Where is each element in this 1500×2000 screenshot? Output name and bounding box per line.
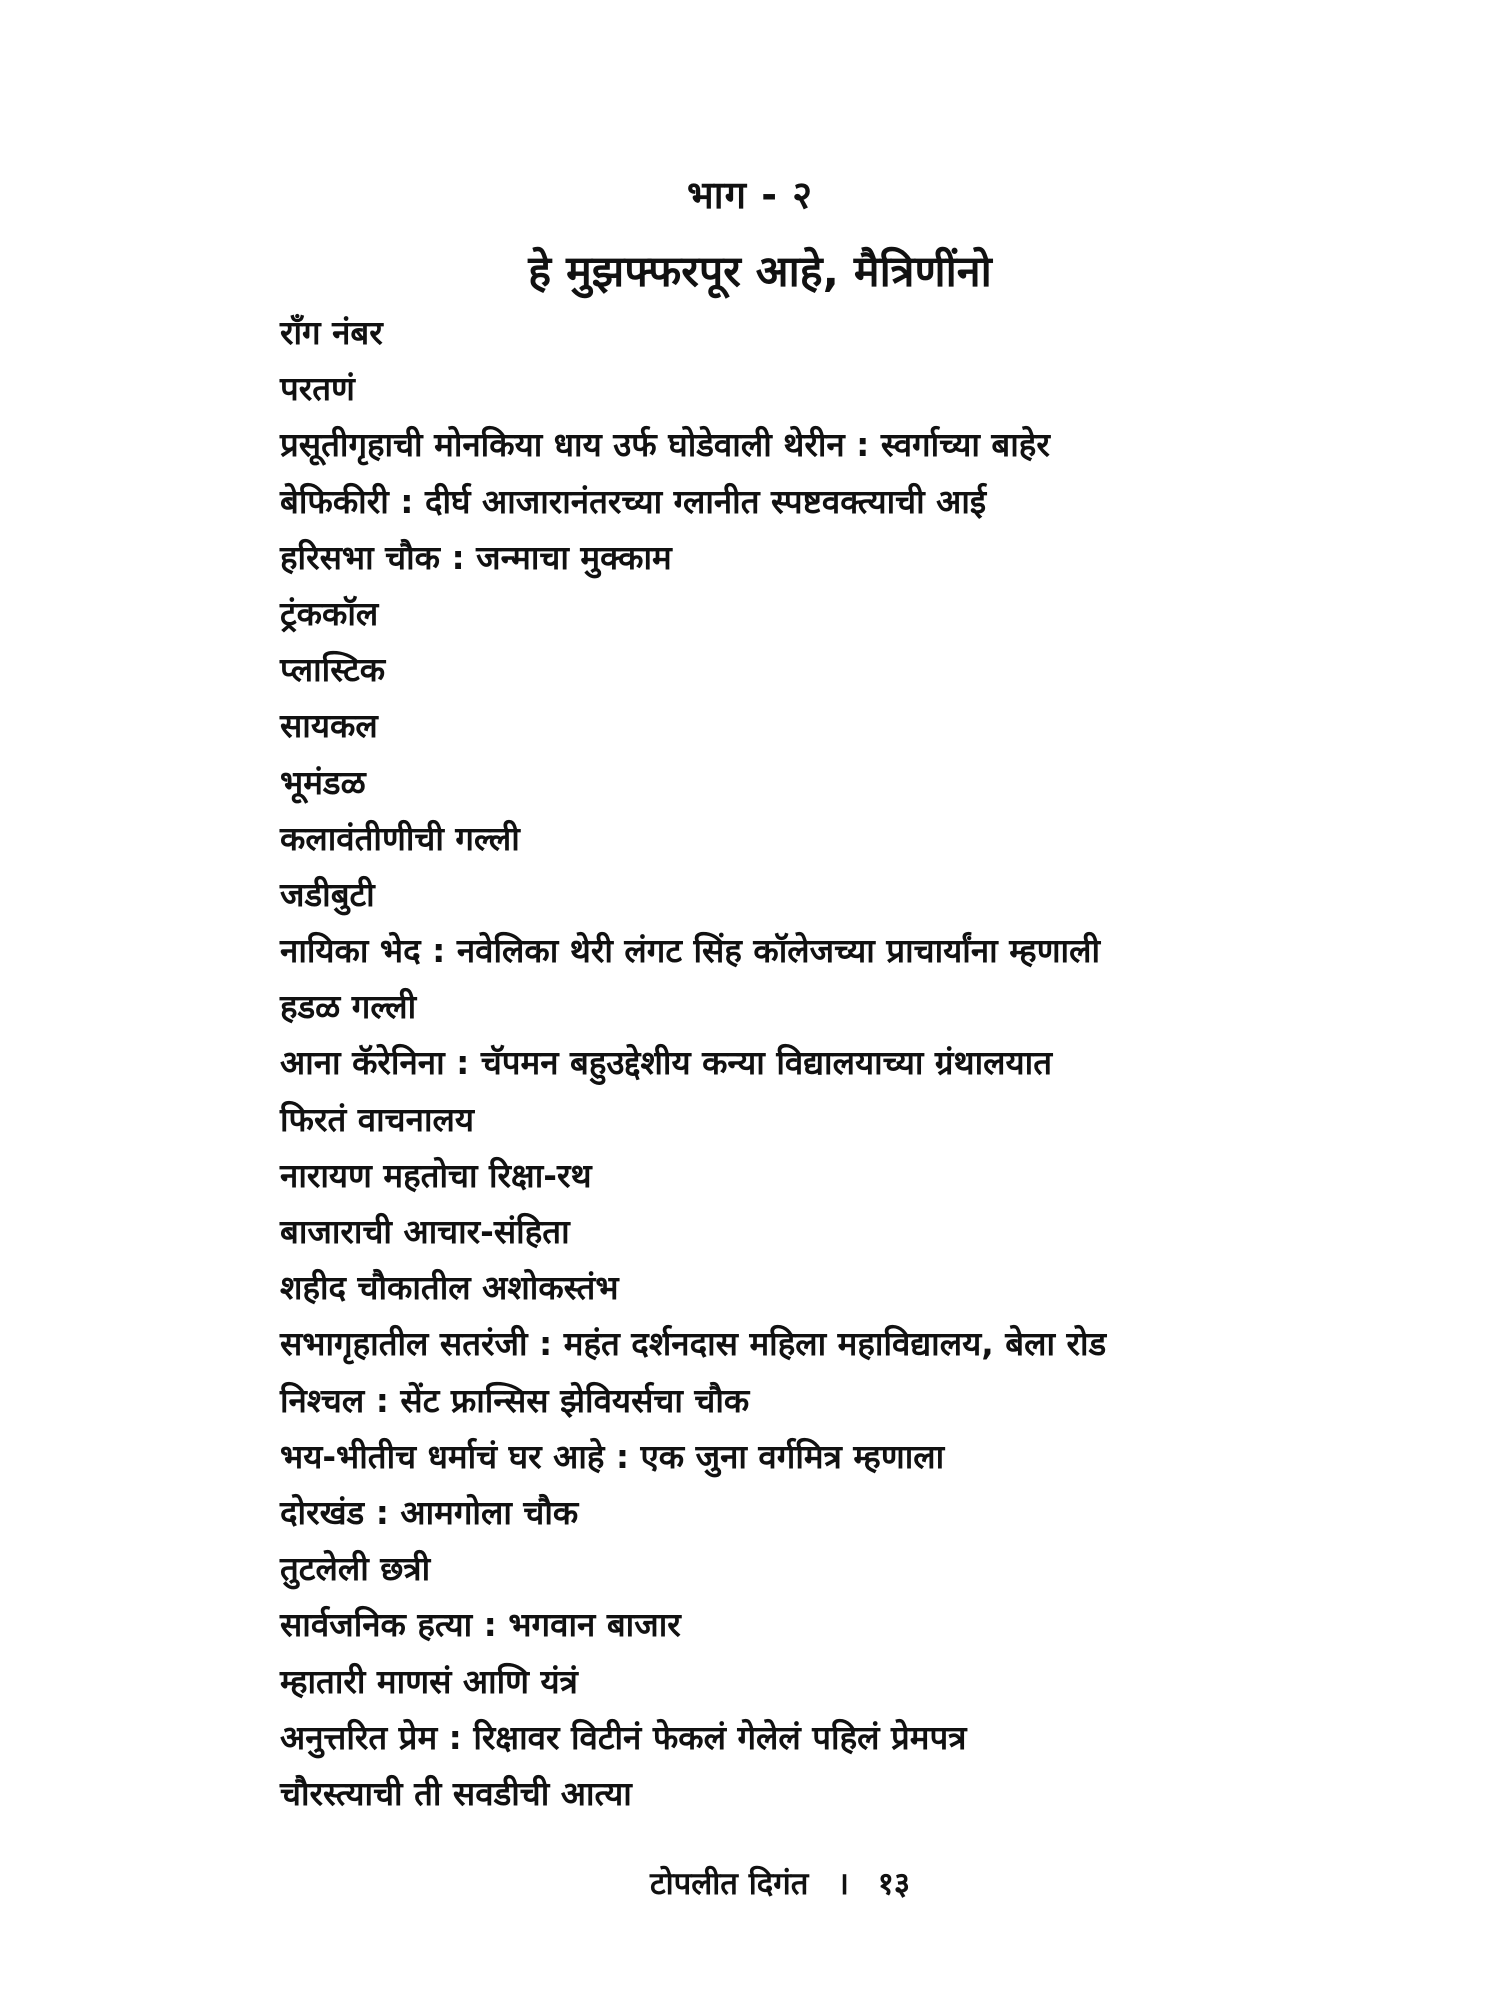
contents-item: शहीद चौकातील अशोकस्तंभ <box>280 1268 619 1308</box>
contents-item: सार्वजनिक हत्या : भगवान बाजार <box>280 1605 681 1645</box>
contents-item: बाजाराची आचार-संहिता <box>280 1212 570 1251</box>
contents-item: म्हातारी माणसं आणि यंत्रं <box>280 1661 578 1701</box>
contents-item: फिरतं वाचनालय <box>280 1099 475 1139</box>
contents-item: जडीबुटी <box>280 874 375 914</box>
contents-item: निश्चल : सेंट फ्रान्सिस झेवियर्सचा चौक <box>280 1380 750 1420</box>
contents-item: हडळ गल्ली <box>280 987 417 1027</box>
contents-item: नायिका भेद : नवेलिका थेरी लंगट सिंह कॉलेजच्या प्राचार्यांना म्हणाली <box>280 931 1101 971</box>
page-footer <box>30 1862 1500 1904</box>
contents-item: अनुत्तरित प्रेम : रिक्षावर विटीनं फेकलं गेलेलं पहिलं प्रेमपत्र <box>280 1717 967 1757</box>
contents-item: नारायण महतोचा रिक्षा-रथ <box>280 1155 592 1195</box>
contents-item: भय-भीतीच धर्माचं घर आहे : एक जुना वर्गमित्र म्हणाला <box>280 1436 945 1476</box>
contents-item: बेफिकीरी : दीर्घ आजारानंतरच्या ग्लानीत स्पष्टवक्त्याची आई <box>280 481 987 521</box>
contents-list <box>280 305 1280 1822</box>
contents-item: हरिसभा चौक : जन्माचा मुक्काम <box>280 537 672 577</box>
part-heading: भाग - २ <box>687 173 813 217</box>
contents-item: आना कॅरेनिना : चॅपमन बहुउद्देशीय कन्या विद्यालयाच्या ग्रंथालयात <box>280 1043 1052 1083</box>
contents-item: तुटलेली छत्री <box>280 1549 431 1589</box>
contents-item: सभागृहातील सतरंजी : महंत दर्शनदास महिला महाविद्यालय, बेला रोड <box>280 1324 1107 1364</box>
contents-item: दोरखंड : आमगोला चौक <box>280 1492 579 1532</box>
footer-book-title: टोपलीत दिगंत <box>650 1866 809 1902</box>
contents-item: प्लास्टिक <box>280 650 386 690</box>
contents-item: ट्रंककॉल <box>280 593 379 633</box>
footer-separator: । <box>837 1866 849 1902</box>
contents-item: कलावंतीणीची गल्ली <box>280 818 520 858</box>
contents-item: प्रसूतीगृहाची मोनकिया धाय उर्फ घोडेवाली थेरीन : स्वर्गाच्या बाहेर <box>280 425 1050 465</box>
contents-item: सायकल <box>280 706 378 746</box>
section-title: हे मुझफ्फरपूर आहे, मैत्रिणींनो <box>528 247 992 297</box>
contents-item: परतणं <box>280 369 355 409</box>
page-number: १३ <box>877 1866 910 1902</box>
contents-item: चौरस्त्याची ती सवडीची आत्या <box>280 1773 632 1813</box>
contents-item: भूमंडळ <box>280 762 366 802</box>
contents-item: राँग नंबर <box>280 313 383 352</box>
